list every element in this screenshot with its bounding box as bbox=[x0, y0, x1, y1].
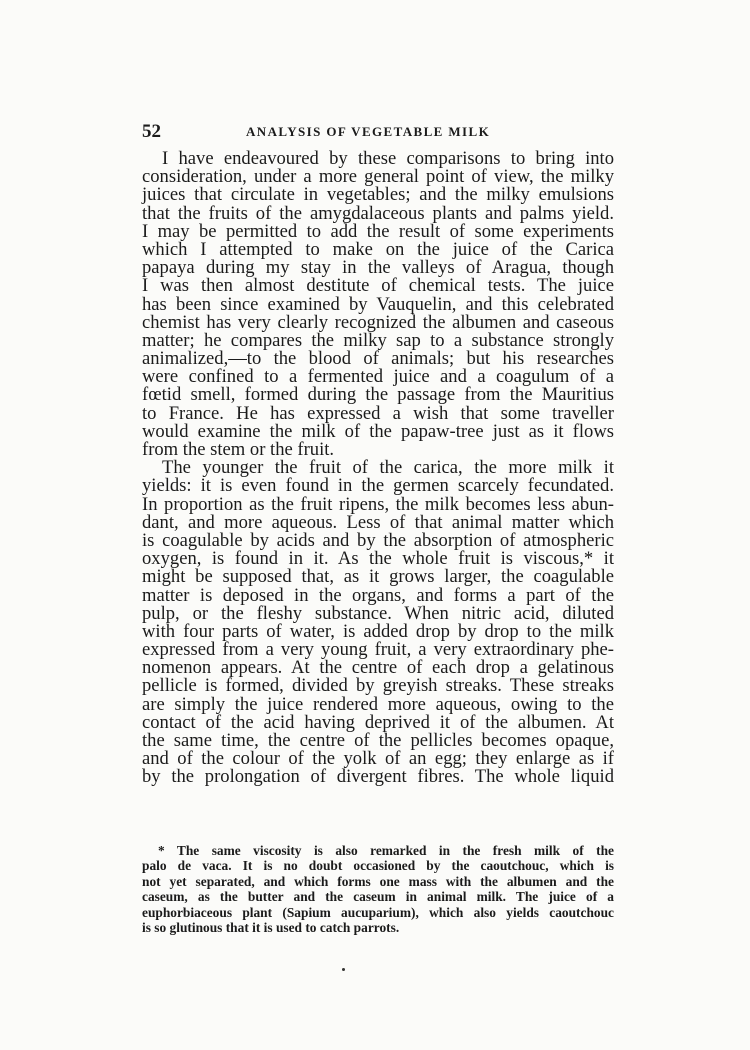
text-line: I was then almost destitute of chemical tests. The juice bbox=[142, 275, 614, 297]
text-line: the same time, the centre of the pellicles becomes opaque, bbox=[142, 730, 614, 751]
text-line: fœtid smell, formed during the passage from the Mauritius bbox=[142, 384, 614, 406]
body-text bbox=[142, 150, 614, 787]
text-line: were confined to a fermented juice and a coagulum of a bbox=[142, 366, 614, 388]
paragraph-2 bbox=[142, 459, 614, 786]
text-line: In proportion as the fruit ripens, the milk becomes less abun- bbox=[142, 493, 614, 515]
page-number: 52 bbox=[142, 121, 161, 142]
ink-speck bbox=[342, 968, 345, 971]
text-line: which I attempted to make on the juice of the Carica bbox=[142, 238, 614, 260]
text-line: contact of the acid having deprived it of the albumen. At bbox=[142, 711, 614, 733]
text-line: is coagulable by acids and by the absorption of atmospheric bbox=[142, 529, 614, 551]
text-line: chemist has very clearly recognized the albumen and caseous bbox=[142, 311, 614, 333]
text-line: juices that circulate in vegetables; and the milky emulsions bbox=[142, 184, 614, 206]
footnote-line: caseum, as the butter and the caseum in animal milk. The juice of a bbox=[142, 889, 614, 905]
text-line: The younger the fruit of the carica, the more milk it bbox=[162, 457, 614, 479]
text-line: are simply the juice rendered more aqueous, owing to the bbox=[142, 693, 614, 715]
text-line: expressed from a very young fruit, a very extraordinary phe- bbox=[142, 639, 614, 661]
page-header bbox=[142, 121, 612, 143]
footnote-line: not yet separated, and which forms one mass with the albumen and the bbox=[142, 873, 614, 889]
text-line: yields: it is even found in the germen scarcely fecundated. bbox=[142, 475, 614, 497]
text-line: matter is deposed in the organs, and forms a part of the bbox=[142, 584, 614, 606]
text-line: pellicle is formed, divided by greyish streaks. These streaks bbox=[142, 675, 614, 697]
paragraph-1 bbox=[142, 150, 614, 459]
text-line: might be supposed that, as it grows larger, the coagulable bbox=[142, 566, 614, 588]
text-line: would examine the milk of the papaw-tree just as it flows bbox=[142, 420, 614, 442]
text-line: from the stem or the fruit. bbox=[142, 439, 335, 460]
text-line: dant, and more aqueous. Less of that animal matter which bbox=[142, 511, 614, 533]
text-line: papaya during my stay in the valleys of Aragua, though bbox=[142, 257, 614, 279]
text-line: by the prolongation of divergent fibres. The whole liquid bbox=[142, 766, 614, 788]
text-line: nomenon appears. At the centre of each drop a gelatinous bbox=[142, 657, 614, 679]
text-line: I have endeavoured by these comparisons to bring into bbox=[162, 148, 614, 169]
footnote-line: * The same viscosity is also remarked in the fresh milk of the bbox=[158, 843, 614, 858]
running-head: ANALYSIS OF VEGETABLE MILK bbox=[246, 124, 491, 139]
text-line: consideration, under a more general point of view, the milky bbox=[142, 166, 614, 188]
text-line: has been since examined by Vauquelin, and this celebrated bbox=[142, 293, 614, 315]
footnote-line: is so glutinous that it is used to catch parrots. bbox=[142, 919, 400, 935]
text-line: and of the colour of the yolk of an egg; they enlarge as if bbox=[142, 748, 614, 770]
text-line: oxygen, is found in it. As the whole fruit is viscous,* it bbox=[142, 548, 614, 570]
text-line: I may be permitted to add the result of some experiments bbox=[142, 220, 614, 242]
footnote bbox=[142, 843, 614, 935]
footnote-line: palo de vaca. It is no doubt occasioned by the caoutchouc, which is bbox=[142, 858, 614, 874]
text-line: matter; he compares the milky sap to a substance strongly bbox=[142, 329, 614, 351]
footnote-line: euphorbiaceous plant (Sapium aucuparium), which also yields caoutchouc bbox=[142, 904, 614, 920]
text-line: with four parts of water, is added drop by drop to the milk bbox=[142, 620, 614, 642]
text-line: that the fruits of the amygdalaceous plants and palms yield. bbox=[142, 202, 614, 224]
text-line: animalized,—to the blood of animals; but his researches bbox=[142, 348, 614, 370]
text-line: to France. He has expressed a wish that some traveller bbox=[142, 402, 614, 424]
text-line: pulp, or the fleshy substance. When nitric acid, diluted bbox=[142, 602, 614, 624]
